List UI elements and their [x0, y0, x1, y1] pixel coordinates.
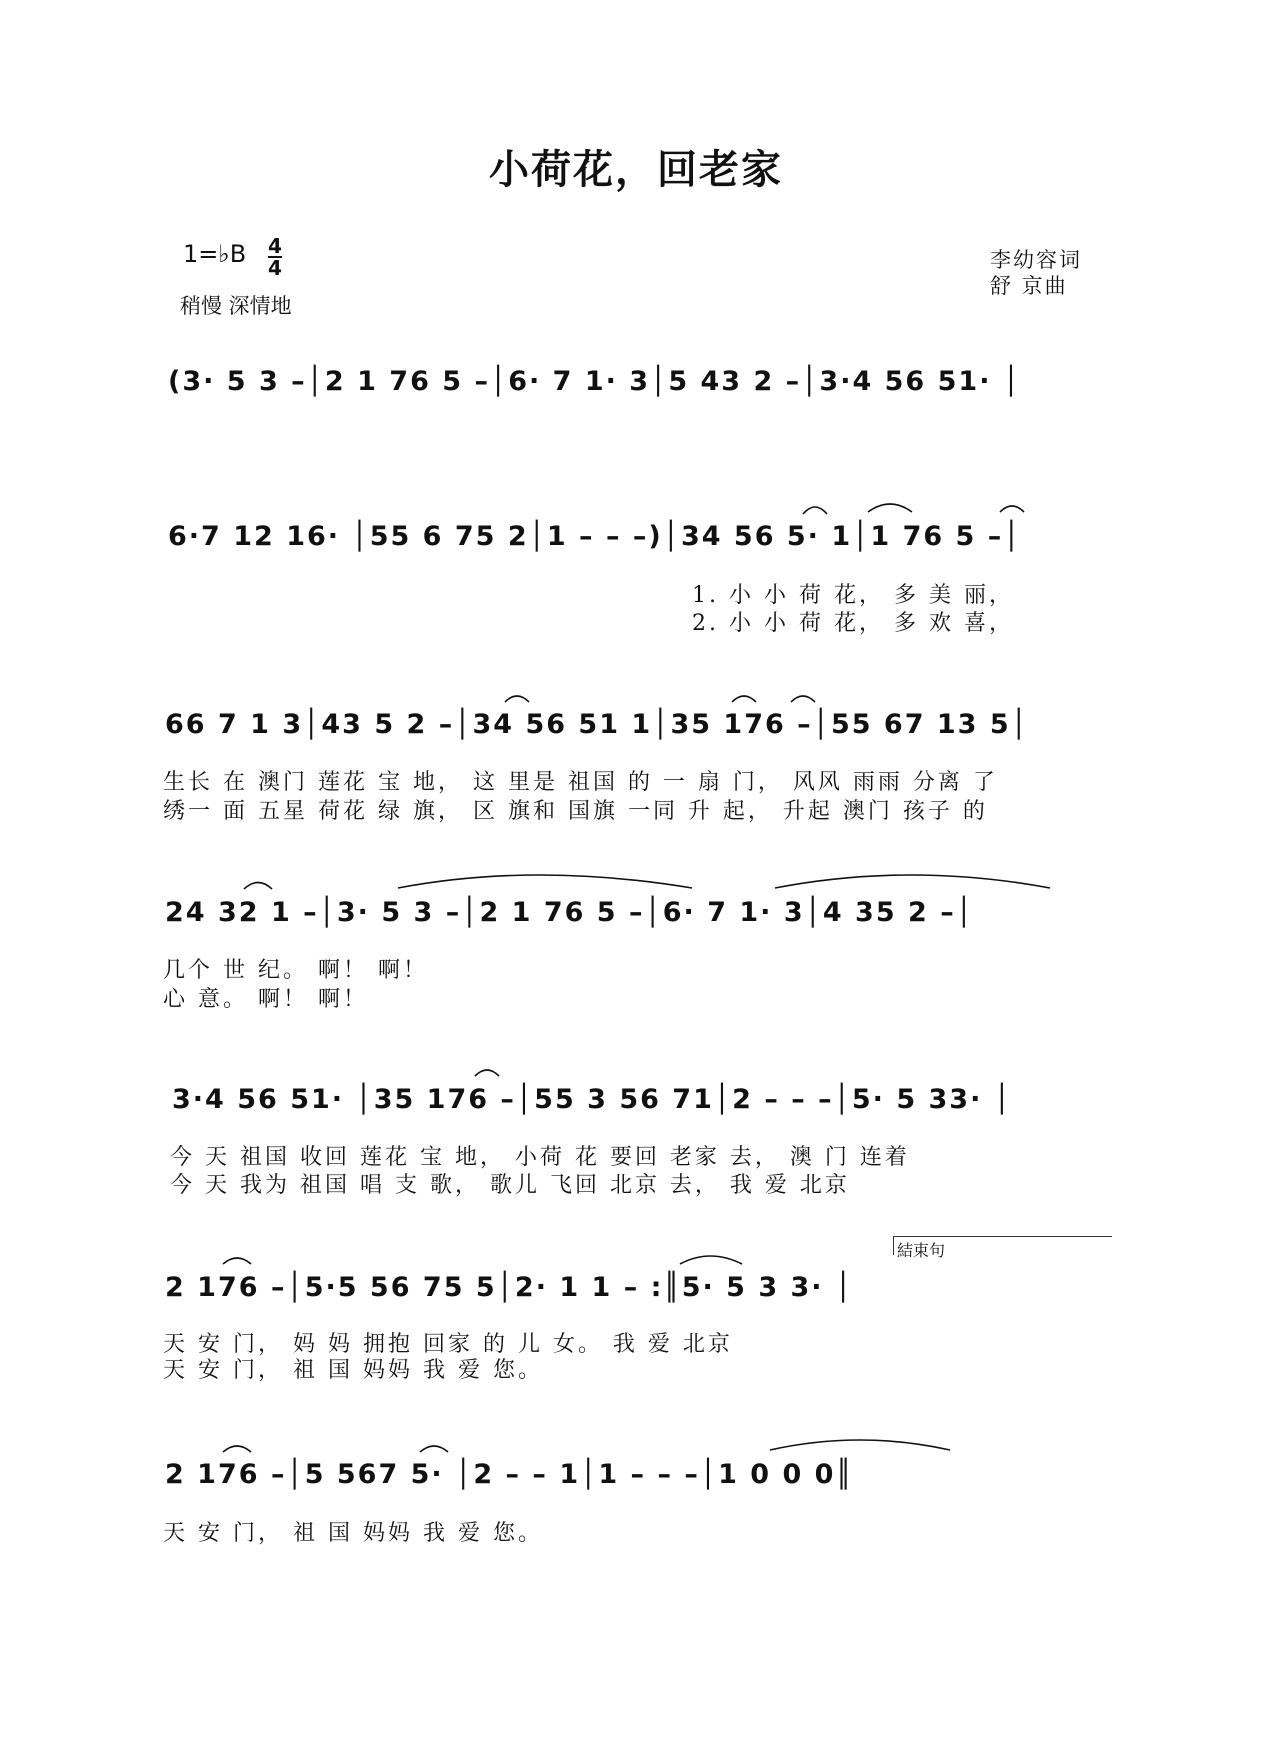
ending-label: 結束句 — [897, 1241, 946, 1260]
lyrics-4-verse-2: 心 意。 啊！ 啊！ — [163, 987, 368, 1012]
slur — [680, 1256, 742, 1264]
lyrics-2-verse-2: 2. 小 小 荷 花， 多 欢 喜， — [692, 611, 1014, 636]
lyrics-5-verse-2: 今 天 我为 祖国 唱 支 歌， 歌儿 飞回 北京 去， 我 爱 北京 — [170, 1173, 850, 1198]
music-line-6: 2 176 –│5·5 56 75 5│2· 1 1 – :║5· 5 3 3· │ — [165, 1272, 854, 1303]
slur — [732, 696, 756, 702]
music-line-7: 2 176 –│5 567 5· │2 – – 1│1 – – –│1 0 0 0║ — [165, 1459, 854, 1490]
music-line-3: 66 7 1 3│43 5 2 –│34 56 51 1│35 176 –│55 67 13 5│ — [165, 709, 1029, 740]
time-signature-bottom: 4 — [268, 256, 282, 280]
music-line-1: (3· 5 3 –│2 1 76 5 –│6· 7 1· 3│5 43 2 –│3·4 56 51· │ — [168, 366, 1022, 397]
lyrics-4-verse-1: 几个 世 纪。 啊！ 啊！ — [163, 958, 428, 983]
lyricist-credit: 李幼容词 — [990, 248, 1082, 272]
slur — [803, 507, 827, 514]
slur — [244, 883, 272, 890]
lyrics-6-verse-2: 天 安 门， 祖 国 妈妈 我 爱 您。 — [163, 1358, 543, 1383]
slur — [770, 1440, 950, 1450]
slur — [505, 696, 529, 702]
music-line-2: 6·7 12 16· │55 6 75 2│1 – – –)│34 56 5· 1│1 76 5 –│ — [168, 521, 1022, 552]
slur — [868, 504, 912, 512]
key-signature: 1=♭B — [183, 240, 247, 268]
time-signature-top: 4 — [268, 234, 282, 258]
slur — [791, 696, 815, 702]
slur — [1000, 506, 1024, 512]
lyrics-7-verse-1: 天 安 门， 祖 国 妈妈 我 爱 您。 — [163, 1521, 543, 1546]
tempo-marking: 稍慢 深情地 — [180, 294, 292, 318]
slur — [420, 1446, 448, 1452]
lyrics-3-verse-1: 生长 在 澳门 莲花 宝 地， 这 里是 祖国 的 一 扇 门， 风风 雨雨 分离 了 — [163, 770, 998, 795]
music-line-4: 24 32 1 –│3· 5 3 –│2 1 76 5 –│6· 7 1· 3│4 35 2 –│ — [165, 897, 974, 928]
song-title: 小荷花，回老家 — [489, 146, 783, 193]
lyrics-2-verse-1: 1. 小 小 荷 花， 多 美 丽， — [692, 583, 1014, 608]
slur — [223, 1258, 251, 1264]
slur — [775, 875, 1050, 888]
lyrics-5-verse-1: 今 天 祖国 收回 莲花 宝 地， 小荷 花 要回 老家 去， 澳 门 连着 — [170, 1145, 910, 1170]
music-line-5: 3·4 56 51· │35 176 –│55 3 56 71│2 – – –│5· 5 33· │ — [172, 1084, 1012, 1115]
slur — [475, 1070, 499, 1076]
slur — [398, 875, 692, 888]
slur — [223, 1446, 251, 1452]
lyrics-6-verse-1: 天 安 门， 妈 妈 拥抱 回家 的 儿 女。 我 爱 北京 — [163, 1332, 733, 1357]
composer-credit: 舒 京曲 — [990, 274, 1068, 298]
lyrics-3-verse-2: 绣一 面 五星 荷花 绿 旗， 区 旗和 国旗 一同 升 起， 升起 澳门 孩子 的 — [163, 799, 988, 824]
